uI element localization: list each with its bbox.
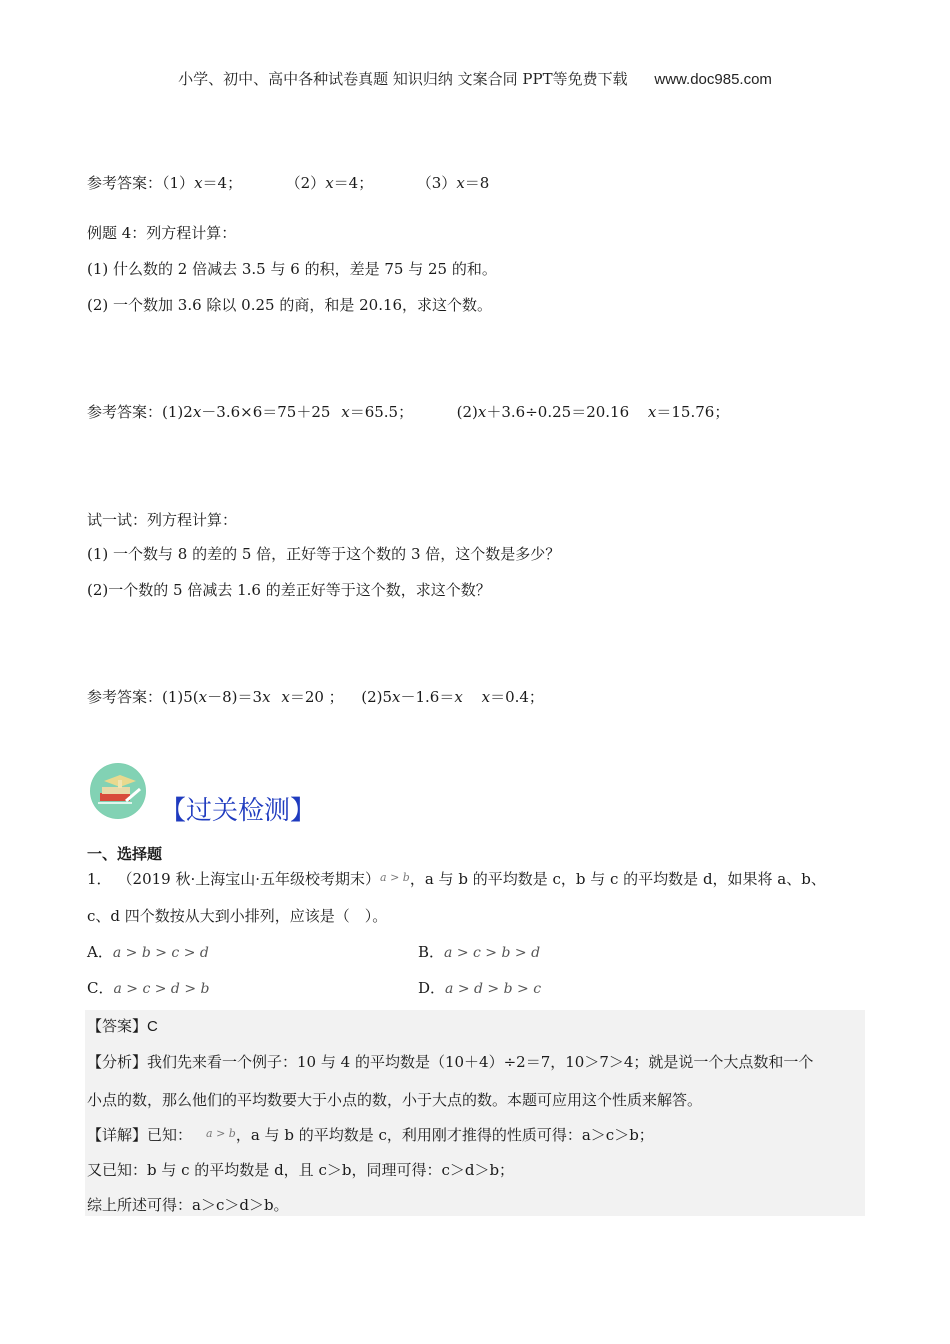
option-d[interactable]: D．a > d > b > c [418, 979, 542, 997]
solution-analysis-2: 小点的数，那么他们的平均数要大于小点的数，小于大点的数。本题可应用这个性质来解答。 [87, 1091, 703, 1109]
solution-analysis-1: 【分析】我们先来看一个例子：10 与 4 的平均数是（10＋4）÷2＝7，10＞7＞4；就是说一个大点数和一个 [87, 1053, 814, 1071]
section-title: 【过关检测】 [160, 796, 317, 826]
solution-detail-2: 又已知：b 与 c 的平均数是 d，且 c＞b，同理可得：c＞d＞b； [87, 1161, 515, 1179]
answer-label: 参考答案： [87, 174, 163, 192]
condition-formula: a > b [380, 871, 410, 884]
header-url[interactable]: www.doc985.com [654, 71, 772, 88]
solution-answer: 【答案】C [87, 1017, 158, 1035]
try-title: 试一试：列方程计算： [87, 511, 238, 529]
option-c[interactable]: C．a > c > d > b [87, 979, 210, 997]
try-question-1: (1) 一个数与 8 的差的 5 倍，正好等于这个数的 3 倍，这个数是多少？ [87, 545, 561, 563]
question-1-line-1: 1． （2019 秋·上海宝山·五年级校考期末）$^{a > b}$，a 与 b 的平均数是 c，b 与 c 的平均数是 d，如果将 a、b、 [87, 870, 826, 888]
question-1-line-2: c、d 四个数按从大到小排列，应该是（ ）。 [87, 907, 388, 925]
solution-detail-3: 综上所述可得：a＞c＞d＞b。 [87, 1196, 289, 1214]
page-header [0, 68, 950, 89]
part-title: 一、选择题 [87, 845, 163, 863]
graduation-book-icon [90, 763, 146, 819]
example-question-2: (2) 一个数加 3.6 除以 0.25 的商，和是 20.16，求这个数。 [87, 296, 493, 314]
option-a[interactable]: A．a > b > c > d [87, 943, 209, 961]
example-question-1: (1) 什么数的 2 倍减去 3.5 与 6 的积，差是 75 与 25 的和。 [87, 260, 497, 278]
try-question-2: (2)一个数的 5 倍减去 1.6 的差正好等于这个数，求这个数？ [87, 581, 491, 599]
solution-detail-1: 【详解】已知： $^{a > b}$，a 与 b 的平均数是 c，利用刚才推得的性质可得：a＞c＞b； [87, 1126, 654, 1144]
answer-line-2: 参考答案：(1)2x－3.6×6＝75＋25 x＝65.5； (2)x＋3.6÷0.25＝20.16 x＝15.76； [87, 403, 730, 421]
option-b[interactable]: B．a > c > b > d [418, 943, 541, 961]
answer-line-3: 参考答案：(1)5(x－8)＝3x x＝20 ； (2)5x－1.6＝x x＝0.4； [87, 688, 544, 706]
header-title: 小学、初中、高中各种试卷真题 知识归纳 文案合同 PPT等免费下载 [178, 70, 628, 88]
example-title: 例题 4：列方程计算： [87, 224, 237, 242]
solution-box [85, 1010, 865, 1216]
answer-line-1: 参考答案：（1）x＝4； （2）x＝4； （3）x＝8 [87, 174, 490, 192]
